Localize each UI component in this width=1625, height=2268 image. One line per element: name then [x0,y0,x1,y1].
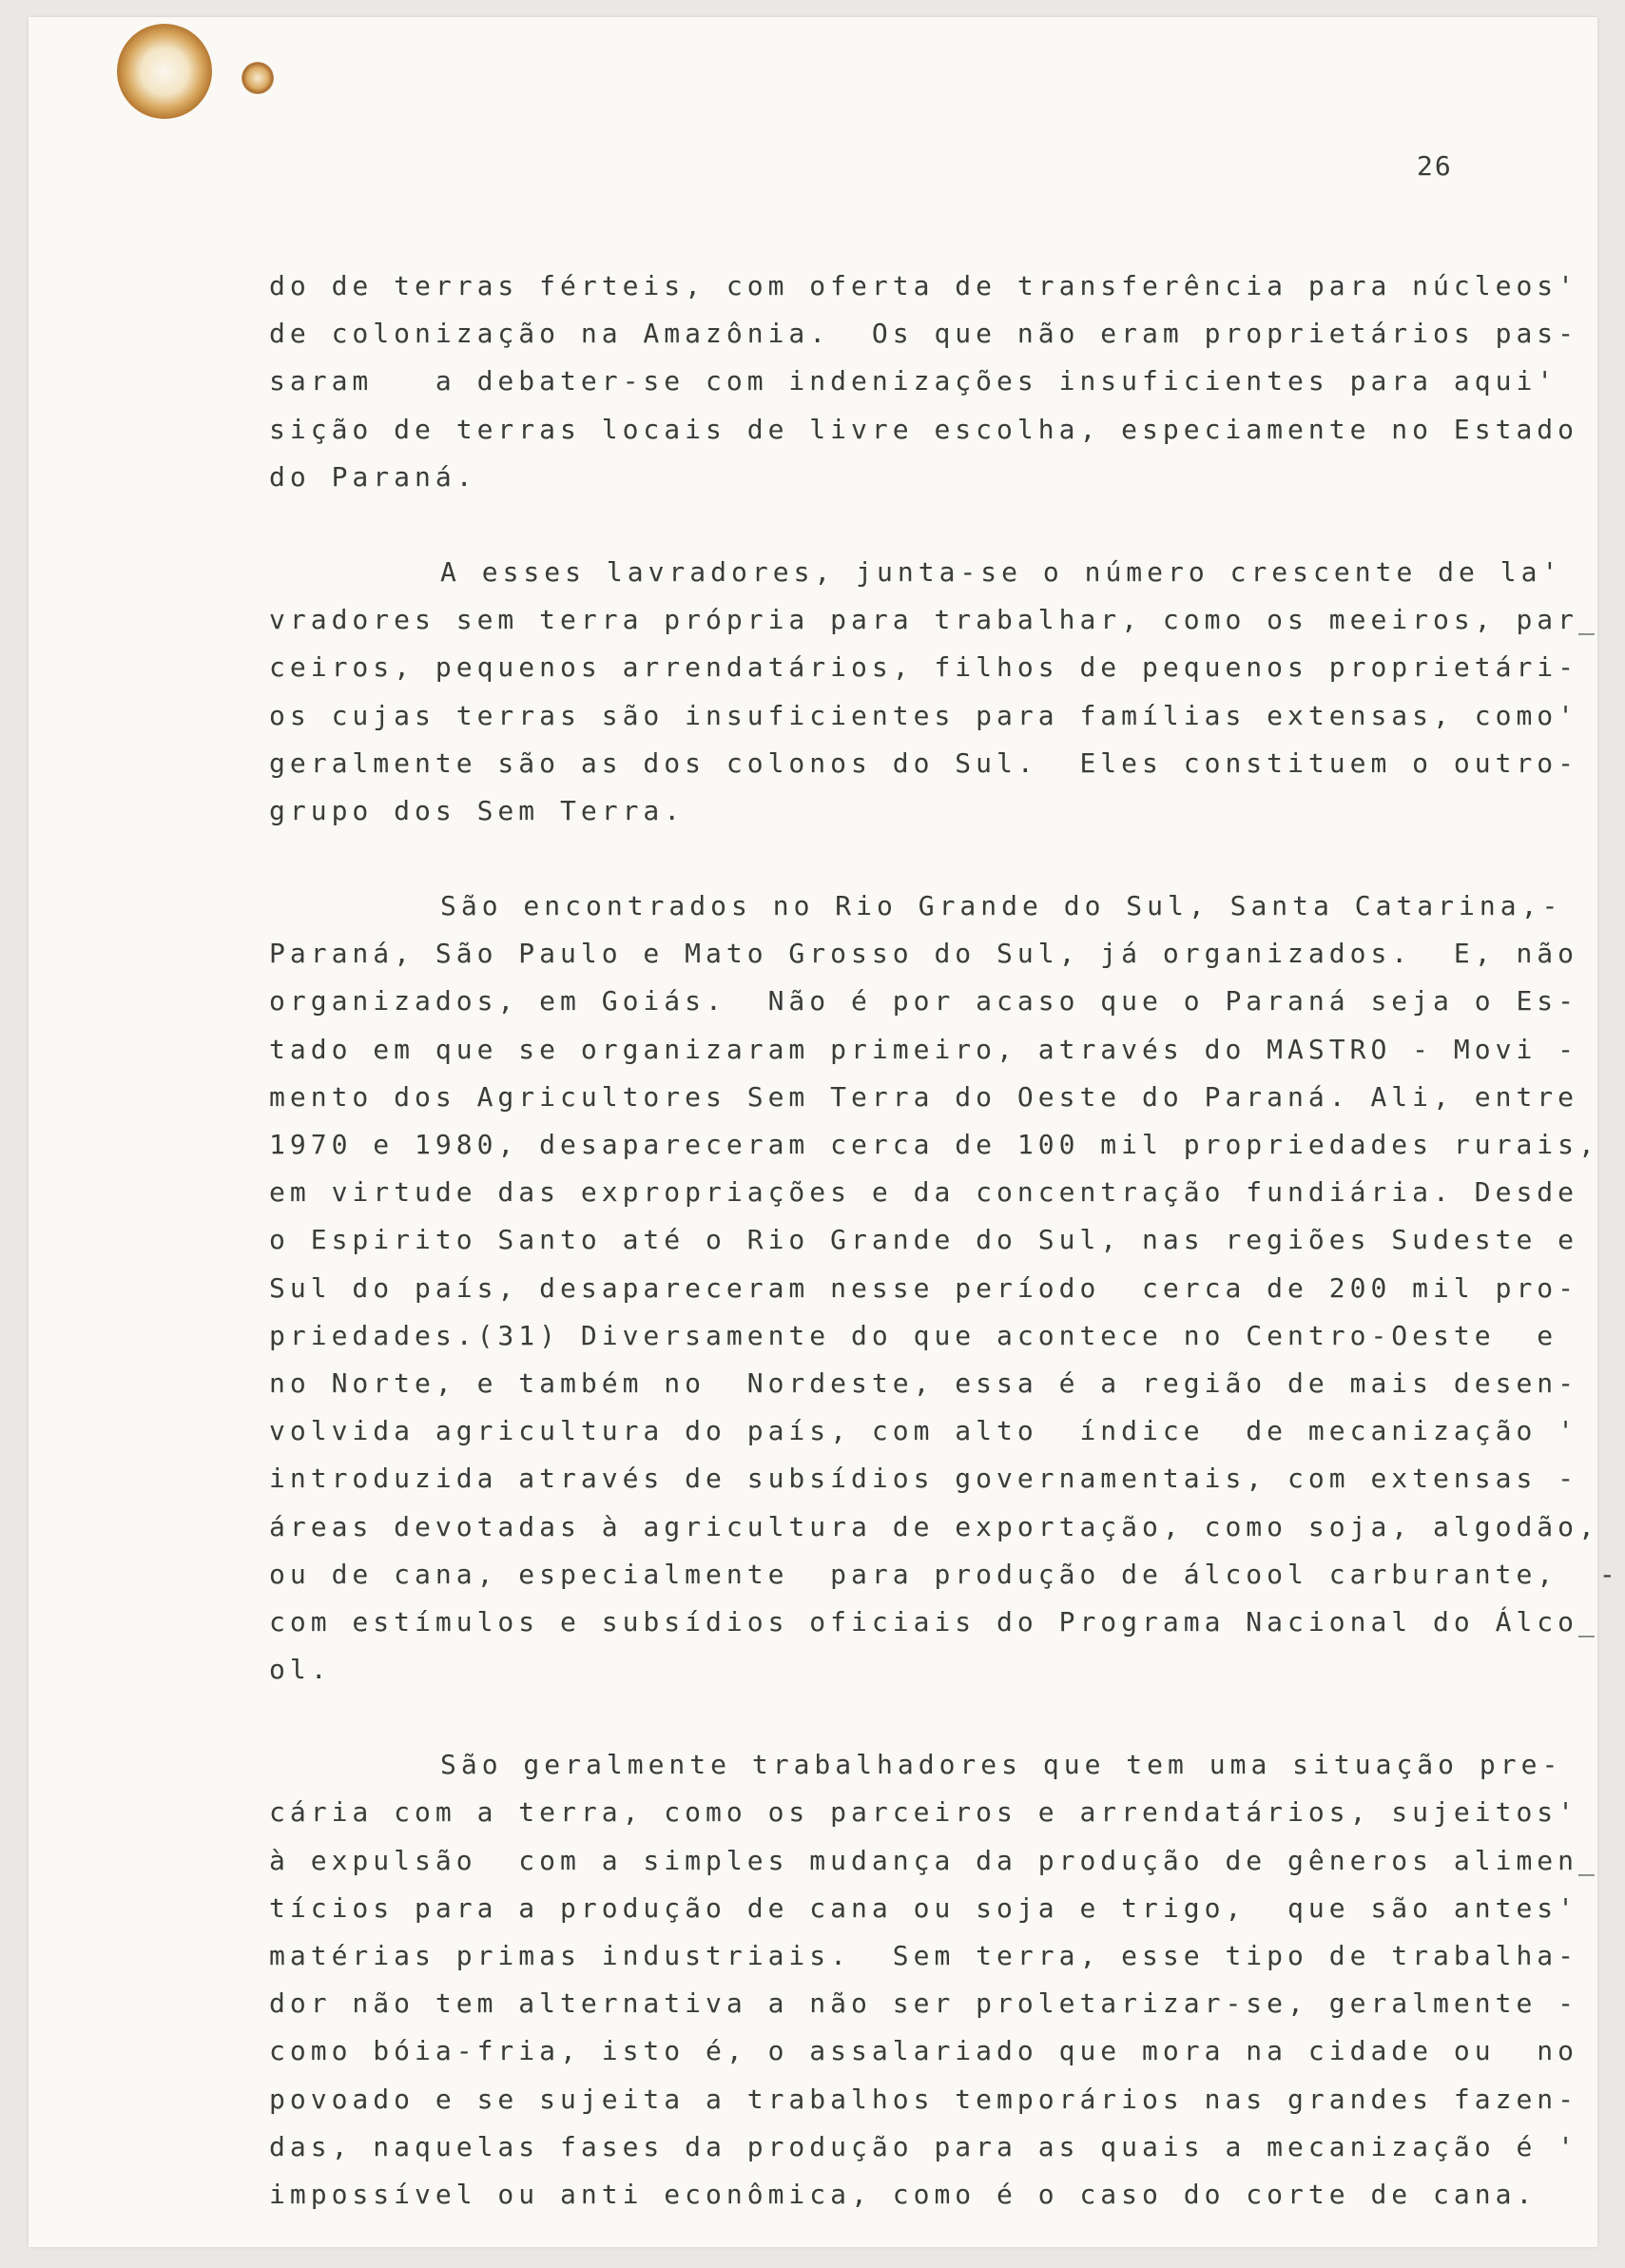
body-text [269,262,1620,2266]
text-line: tado em que se organizaram primeiro, através do MASTRO - Movi - [269,1033,1579,1065]
text-line: grupo dos Sem Terra. [269,794,686,826]
text-line: das, naquelas fases da produção para as quais a mecanização é ' [269,2130,1579,2162]
rust-stain [117,24,212,119]
text-line: povoado e se sujeita a trabalhos temporários nas grandes fazen- [269,2083,1579,2115]
text-line: do Paraná. [269,460,477,493]
rust-stain-small [242,62,274,94]
text-line: São encontrados no Rio Grande do Sul, Santa Catarina,- [440,890,1563,922]
text-line: vradores sem terra própria para trabalhar, como os meeiros, par_ [269,604,1599,636]
text-line: organizados, em Goiás. Não é por acaso que o Paraná seja o Es- [269,985,1579,1018]
text-line: o Espirito Santo até o Rio Grande do Sul, nas regiões Sudeste e [269,1224,1579,1256]
paragraph [269,882,1620,1694]
text-line: volvida agricultura do país, com alto índice de mecanização ' [269,1415,1579,1447]
paragraph [269,549,1599,835]
text-line: ou de cana, especialmente para produção de álcool carburante, - [269,1558,1620,1590]
text-line: ceiros, pequenos arrendatários, filhos de pequenos proprietári- [269,651,1579,684]
text-line: sição de terras locais de livre escolha, especiamente no Estado [269,413,1579,445]
text-line: com estímulos e subsídios oficiais do Programa Nacional do Álco_ [269,1605,1599,1638]
text-line: saram a debater-se com indenizações insuficientes para aqui' [269,365,1558,397]
text-line: impossível ou anti econômica, como é o caso do corte de cana. [269,2178,1538,2210]
text-line: áreas devotadas à agricultura de exportação, como soja, algodão, [269,1510,1599,1542]
page-number: 26 [1417,150,1453,182]
paragraph [269,1741,1599,2219]
text-line: dor não tem alternativa a não ser proletarizar-se, geralmente - [269,1987,1579,2020]
text-line: geralmente são as dos colonos do Sul. Eles constituem o outro- [269,746,1579,779]
text-line: 1970 e 1980, desapareceram cerca de 100 mil propriedades rurais, [269,1129,1599,1160]
text-line: tícios para a produção de cana ou soja e trigo, que são antes' [269,1891,1579,1924]
text-line: como bóia-fria, isto é, o assalariado que mora na cidade ou no [269,2035,1579,2067]
text-line: Sul do país, desapareceram nesse período cerca de 200 mil pro- [269,1271,1579,1304]
text-line: ol. [269,1654,332,1686]
text-line: cária com a terra, como os parceiros e arrendatários, sujeitos' [269,1796,1579,1829]
text-line: Paraná, São Paulo e Mato Grosso do Sul, já organizados. E, não [269,938,1579,970]
text-line: do de terras férteis, com oferta de transferência para núcleos' [269,270,1579,301]
text-line: São geralmente trabalhadores que tem uma situação pre- [440,1749,1563,1781]
text-line: de colonização na Amazônia. Os que não eram proprietários pas- [269,318,1579,350]
text-line: mento dos Agricultores Sem Terra do Oeste do Paraná. Ali, entre [269,1080,1579,1113]
text-line: A esses lavradores, junta-se o número crescente de la' [440,555,1563,588]
text-line: no Norte, e também no Nordeste, essa é a região de mais desen- [269,1367,1579,1399]
paragraph [269,262,1579,501]
text-line: priedades.(31) Diversamente do que acontece no Centro-Oeste e [269,1319,1558,1351]
text-line: os cujas terras são insuficientes para famílias extensas, como' [269,699,1579,731]
text-line: introduzida através de subsídios governamentais, com extensas - [269,1463,1579,1495]
text-line: em virtude das expropriações e da concentração fundiária. Desde [269,1176,1579,1209]
document-page [29,17,1620,2247]
text-line: à expulsão com a simples mudança da produção de gêneros alimen_ [269,1844,1599,1876]
text-line: matérias primas industriais. Sem terra, esse tipo de trabalha- [269,1940,1579,1971]
